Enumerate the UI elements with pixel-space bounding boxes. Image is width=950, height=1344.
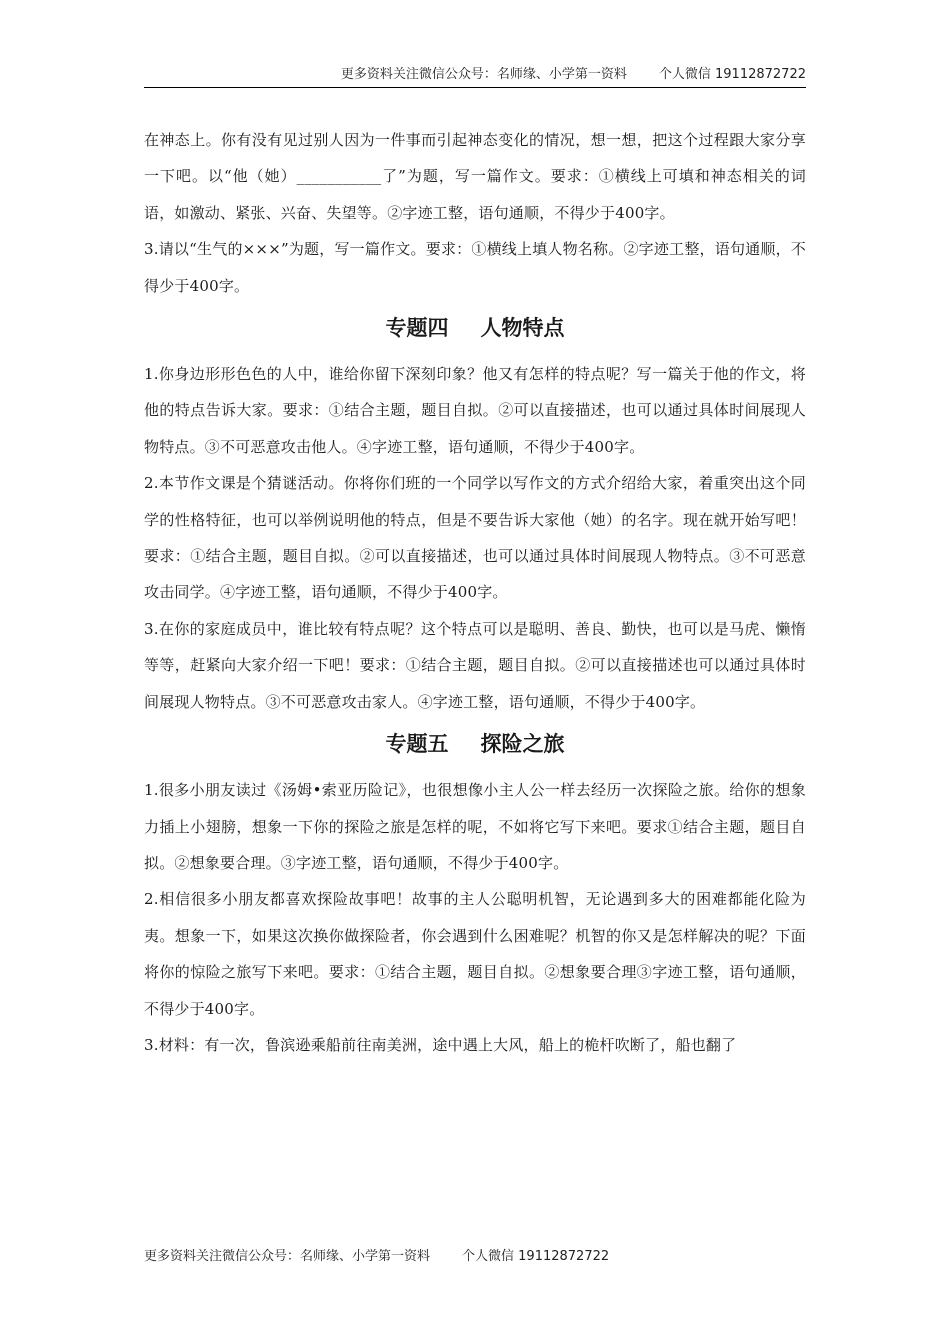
header-text: 更多资料关注微信公众号：名师缘、小学第一资料	[340, 67, 627, 82]
section-heading	[144, 304, 806, 356]
header-contact: 个人微信 19112872722	[658, 67, 806, 82]
paragraph: 2.本节作文课是个猜谜活动。你将你们班的一个同学以写作文的方式介绍给大家，着重突出这个同学的性格特征，也可以举例说明他的特点，但是不要告诉大家他（她）的名字。现在就开始写吧！要求：①结合主题，题目自拟。②可以直接描述，也可以通过具体时间展现人物特点。③不可恶意攻击同学。④字迹工整，语句通顺，不得少于400字。	[144, 474, 806, 602]
page-footer	[144, 1245, 609, 1264]
heading-title: 探险之旅	[480, 731, 565, 757]
paragraph: 3.请以“生气的×××”为题，写一篇作文。要求：①横线上填人物名称。②字迹工整，语句通顺，不得少于400字。	[144, 240, 806, 295]
paragraph: 2.相信很多小朋友都喜欢探险故事吧！故事的主人公聪明机智，无论遇到多大的困难都能化险为夷。想象一下，如果这次换你做探险者，你会遇到什么困难呢？机智的你又是怎样解决的呢？下面将你的惊险之旅写下来吧。要求：①结合主题，题目自拟。②想象要合理③字迹工整，语句通顺，不得少于400字。	[144, 890, 806, 1018]
heading-number: 专题四	[385, 315, 449, 341]
header-divider	[144, 87, 806, 88]
paragraph: 1.你身边形形色色的人中，谁给你留下深刻印象？他又有怎样的特点呢？写一篇关于他的作文，将他的特点告诉大家。要求：①结合主题，题目自拟。②可以直接描述，也可以通过具体时间展现人物特点。③不可恶意攻击他人。④字迹工整，语句通顺，不得少于400字。	[144, 365, 806, 456]
paragraph: 1.很多小朋友读过《汤姆•索亚历险记》，也很想像小主人公一样去经历一次探险之旅。给你的想象力插上小翅膀，想象一下你的探险之旅是怎样的呢，不如将它写下来吧。要求①结合主题，题目自拟。②想象要合理。③字迹工整，语句通顺，不得少于400字。	[144, 781, 806, 872]
paragraph: 3.在你的家庭成员中，谁比较有特点呢？这个特点可以是聪明、善良、勤快，也可以是马虎、懒惰等等，赶紧向大家介绍一下吧！要求：①结合主题，题目自拟。②可以直接描述也可以通过具体时间展现人物特点。③不可恶意攻击家人。④字迹工整，语句通顺，不得少于400字。	[144, 619, 806, 711]
footer-contact: 个人微信 19112872722	[462, 1249, 610, 1264]
page-header	[144, 66, 806, 84]
document-body	[144, 122, 806, 1063]
paragraph: 3.材料：有一次，鲁滨逊乘船前往南美洲，途中遇上大风，船上的桅杆吹断了，船也翻了	[144, 1035, 737, 1054]
heading-title: 人物特点	[480, 315, 565, 341]
footer-text: 更多资料关注微信公众号：名师缘、小学第一资料	[144, 1249, 431, 1264]
heading-number: 专题五	[385, 731, 449, 757]
section-heading	[144, 720, 806, 772]
paragraph: 在神态上。你有没有见过别人因为一件事而引起神态变化的情况，想一想，把这个过程跟大家分享一下吧。以“他（她）___________了”为题，写一篇作文。要求：①横线上可填和神态相关的词语，如激动、紧张、兴奋、失望等。②字迹工整，语句通顺，不得少于400字。	[144, 131, 806, 222]
